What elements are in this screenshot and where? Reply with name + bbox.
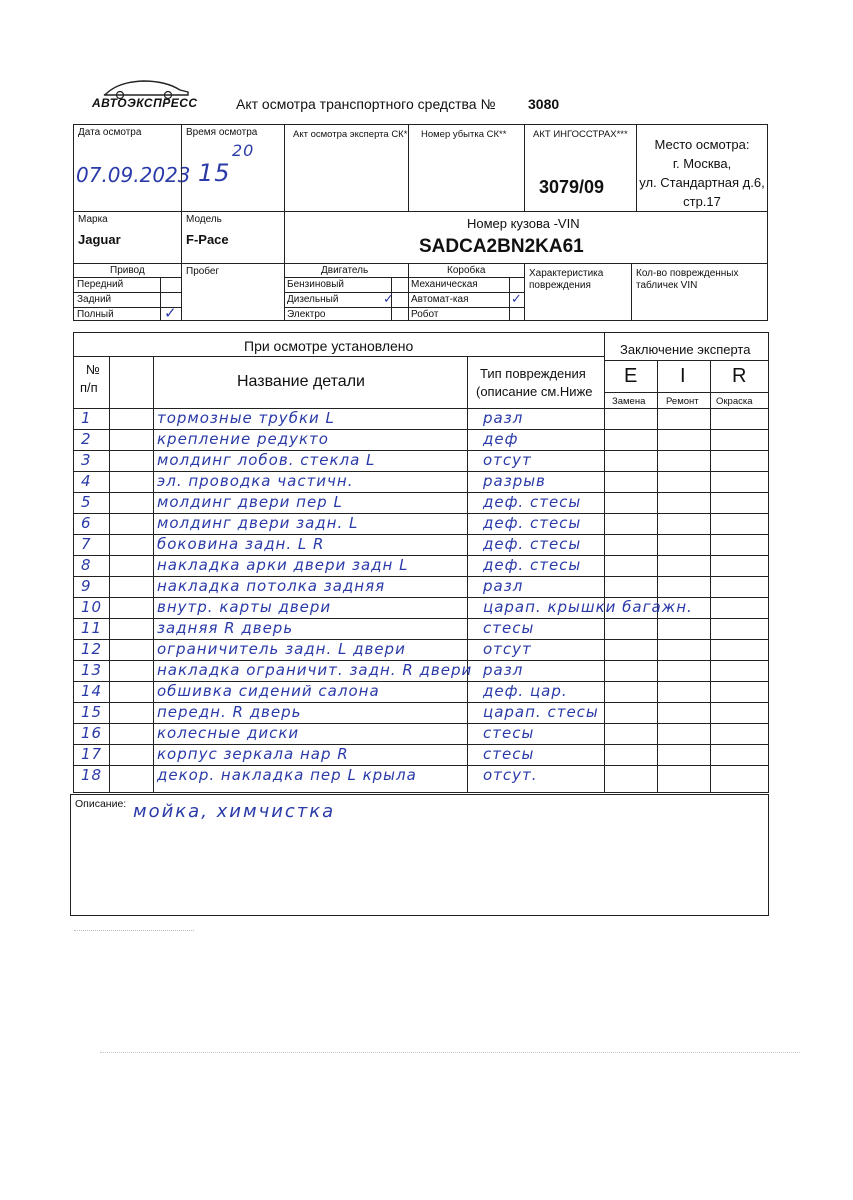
make-label: Марка (78, 214, 108, 225)
row-number: 18 (81, 766, 103, 784)
row-part-name: накладка арки двери задн L (157, 556, 409, 574)
row-part-name: молдинг лобов. стекла L (157, 451, 376, 469)
gearbox-cell (408, 263, 525, 321)
model-value: F-Pace (186, 232, 229, 247)
part-name-header: Название детали (237, 373, 365, 390)
col-i-header: I (680, 365, 686, 387)
ingos-value: 3079/09 (539, 177, 605, 197)
row-damage-type: царап. стесы (483, 703, 599, 721)
row-damage-type: разрыв (483, 472, 546, 490)
time-minute: 20 (232, 141, 255, 160)
place-label: Место осмотра: (654, 137, 750, 152)
row-number: 10 (81, 598, 103, 616)
row-part-name: накладка потолка задняя (157, 577, 386, 595)
gearbox-auto: Автомат-кая (411, 294, 469, 305)
date-value: 07.09.2023 (76, 163, 191, 187)
row-number: 15 (81, 703, 103, 721)
loss-number-cell (408, 124, 525, 212)
engine-petrol: Бензиновый (287, 279, 344, 290)
description-box (70, 794, 769, 916)
make-cell (73, 211, 182, 264)
row-part-name: передн. R дверь (157, 703, 302, 721)
row-damage-type: стесы (483, 724, 535, 742)
row-part-name: ограничитель задн. L двери (157, 640, 406, 658)
gearbox-manual: Механическая (411, 279, 478, 290)
row-damage-type: деф. стесы (483, 535, 582, 553)
row-damage-type: отсут (483, 640, 532, 658)
row-damage-type: отсут (483, 451, 532, 469)
damage-char-label: Характеристика повреждения (529, 268, 604, 291)
vin-label: Номер кузова -VIN (467, 216, 580, 231)
row-damage-type: деф. стесы (483, 556, 582, 574)
drive-full-check: ✓ (164, 305, 177, 322)
row-damage-type: деф. стесы (483, 493, 582, 511)
date-cell (73, 124, 191, 212)
row-part-name: накладка ограничит. задн. R двери (157, 661, 473, 679)
logo-text: АВТОЭКСПРЕСС (92, 96, 198, 110)
drive-front: Передний (77, 279, 124, 290)
vin-plates-label: Кол-во поврежденных табличек VIN (636, 268, 739, 291)
vin-cell (284, 211, 768, 264)
col-replace-header: Замена (612, 396, 646, 407)
row-number: 2 (81, 430, 92, 448)
engine-diesel-check: ✓ (383, 291, 394, 306)
vin-value: SADCA2BN2KA61 (419, 236, 584, 257)
row-damage-type: стесы (483, 745, 535, 763)
mileage-label: Пробег (186, 266, 220, 277)
row-part-name: декор. накладка пер L крыла (157, 766, 417, 784)
ingos-label: АКТ ИНГОССТРАХ*** (533, 129, 628, 140)
expert-conclusion-label: Заключение эксперта (620, 342, 751, 357)
model-label: Модель (186, 214, 222, 225)
engine-diesel: Дизельный (287, 294, 339, 305)
gearbox-auto-check: ✓ (511, 291, 522, 306)
drive-label: Привод (110, 265, 145, 276)
engine-electric: Электро (287, 309, 326, 320)
expert-act-label: Акт осмотра эксперта СК* (293, 129, 408, 140)
row-part-name: тормозные трубки L (157, 409, 335, 427)
row-part-name: эл. проводка частичн. (157, 472, 354, 490)
row-damage-type: разл (483, 661, 524, 679)
drive-rear: Задний (77, 294, 112, 305)
place-cell (636, 124, 768, 212)
row-part-name: корпус зеркала нар R (157, 745, 349, 763)
damage-type-header-2: (описание см.Ниже (476, 384, 593, 399)
engine-label: Двигатель (321, 265, 369, 276)
drive-full: Полный (77, 309, 114, 320)
row-damage-type: царап. крышки багажн. (483, 598, 693, 616)
place-line3: стр.17 (683, 194, 721, 209)
engine-cell (284, 263, 409, 321)
gearbox-label: Коробка (447, 265, 486, 276)
row-part-name: молдинг двери пер L (157, 493, 343, 511)
row-part-name: крепление редукто (157, 430, 329, 448)
model-cell (181, 211, 285, 264)
row-damage-type: стесы (483, 619, 535, 637)
num-label-2: п/п (80, 380, 98, 395)
row-number: 14 (81, 682, 103, 700)
document-title: Акт осмотра транспортного средства № (236, 96, 496, 112)
damage-table (73, 332, 769, 793)
row-part-name: внутр. карты двери (157, 598, 332, 616)
ingos-cell (524, 124, 637, 212)
row-number: 12 (81, 640, 103, 658)
time-hour: 15 (198, 159, 231, 187)
row-part-name: молдинг двери задн. L (157, 514, 359, 532)
loss-number-label: Номер убытка СК** (421, 129, 507, 140)
row-number: 13 (81, 661, 103, 679)
description-value: мойка, химчистка (133, 801, 336, 822)
row-part-name: задняя R дверь (157, 619, 294, 637)
place-line1: г. Москва, (672, 156, 732, 171)
time-label: Время осмотра (186, 127, 258, 138)
row-damage-type: разл (483, 577, 524, 595)
row-part-name: боковина задн. L R (157, 535, 325, 553)
place-line2: ул. Стандартная д.6, (639, 175, 765, 190)
date-label: Дата осмотра (78, 127, 142, 138)
row-number: 17 (81, 745, 103, 763)
row-number: 5 (81, 493, 92, 511)
col-e-header: E (624, 365, 638, 387)
document-number: 3080 (528, 96, 560, 112)
row-damage-type: разл (483, 409, 524, 427)
gearbox-robot: Робот (411, 309, 439, 320)
company-logo (88, 72, 198, 112)
row-number: 6 (81, 514, 92, 532)
drive-cell (73, 263, 182, 321)
row-number: 3 (81, 451, 92, 469)
row-number: 9 (81, 577, 92, 595)
table-title: При осмотре установлено (244, 338, 414, 354)
row-part-name: колесные диски (157, 724, 300, 742)
expert-act-cell (284, 124, 409, 212)
col-r-header: R (732, 365, 747, 387)
mileage-cell (181, 263, 285, 321)
row-number: 8 (81, 556, 92, 574)
row-number: 4 (81, 472, 92, 490)
col-repair-header: Ремонт (666, 396, 699, 407)
num-label-1: № (86, 362, 100, 377)
damage-char-cell (524, 263, 632, 321)
row-damage-type: отсут. (483, 766, 538, 784)
damage-type-header-1: Тип повреждения (480, 366, 586, 381)
row-number: 16 (81, 724, 103, 742)
time-cell (181, 124, 285, 212)
row-part-name: обшивка сидений салона (157, 682, 380, 700)
row-number: 11 (81, 619, 103, 637)
row-damage-type: деф. стесы (483, 514, 582, 532)
row-number: 7 (81, 535, 92, 553)
row-number: 1 (81, 409, 92, 427)
vin-plates-cell (631, 263, 768, 321)
make-value: Jaguar (78, 232, 121, 247)
row-damage-type: деф. цар. (483, 682, 568, 700)
row-damage-type: деф (483, 430, 519, 448)
description-label: Описание: (75, 798, 127, 810)
col-paint-header: Окраска (716, 396, 753, 407)
